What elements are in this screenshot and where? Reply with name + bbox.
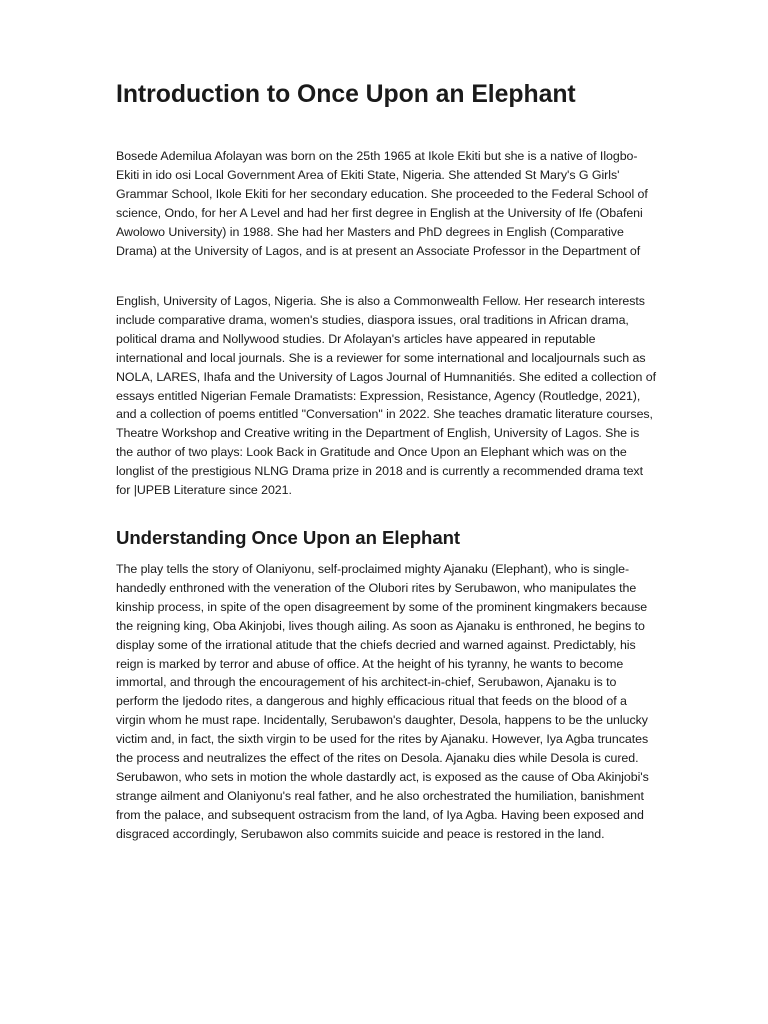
heading-introduction: Introduction to Once Upon an Elephant	[116, 81, 576, 108]
paragraph-biography-2: English, University of Lagos, Nigeria. She is also a Commonwealth Fellow. Her research interests include comparative drama, women's studies, diaspora issues, oral traditions in African drama, political drama and Nollywood studies. Dr Afolayan's articles have appeared in reputable international and local journals. She is a reviewer for some international and localjournals such as NOLA, LARES, Ihafa and the University of Lagos Journal of Humnanitiés. She edited a collection of essays entitled Nigerian Female Dramatists: Expression, Resistance, Agency (Routledge, 2021), and a collection of poems entitled "Conversation" in 2022. She teaches dramatic literature courses, Theatre Workshop and Creative writing in the Department of English, University of Lagos. She is the author of two plays: Look Back in Gratitude and Once Upon an Elephant which was on the longlist of the prestigious NLNG Drama prize in 2018 and is currently a recommended drama text for |UPEB Literature since 2021.	[116, 294, 656, 498]
paragraph-synopsis: The play tells the story of Olaniyonu, self-proclaimed mighty Ajanaku (Elephant), who is single-handedly enthroned with the veneration of the Olubori rites by Serubawon, who manipulates the kinship process, in spite of the open disagreement by some of the prominent kingmakers because the reigning king, Oba Akinjobi, lives though ailing. As soon as Ajanaku is enthroned, he begins to display some of the irrational atitude that the chiefs decried and warned against. Predictably, his reign is marked by terror and abuse of office. At the height of his tyranny, he wants to become immortal, and through the encouragement of his architect-in-chief, Serubawon, Ajanaku is to perform the Ijedodo rites, a dangerous and highly efficacious ritual that feeds on the blood of a virgin whom he must rape. Incidentally, Serubawon's daughter, Desola, happens to be the unlucky victim and, in fact, the sixth virgin to be used for the rites by Ajanaku. However, Iya Agba truncates the process and neutralizes the effect of the rites on Desola. Ajanaku dies while Desola is cured. Serubawon, who sets in motion the whole dastardly act, is exposed as the cause of Oba Akinjobi's strange ailment and Olaniyonu's real father, and he also orchestrated the humiliation, banishment from the palace, and subsequent ostracism from the land, of Iya Agba. Having been exposed and disgraced accordingly, Serubawon also commits suicide and peace is restored in the land.	[116, 562, 649, 841]
heading-understanding: Understanding Once Upon an Elephant	[116, 527, 461, 548]
paragraph-biography-1: Bosede Ademilua Afolayan was born on the 25th 1965 at Ikole Ekiti but she is a native of Ilogbo-Ekiti in ido osi Local Government Area of Ekiti State, Nigeria. She attended St Mary's G Girls' Grammar School, Ikole Ekiti for her secondary education. She proceeded to the Federal School of science, Ondo, for her A Level and had her first degree in English at the University of Ife (Obafeni Awolowo University) in 1988. She had her Masters and PhD degrees in English (Comparative Drama) at the University of Lagos, and is at present an Associate Professor in the Department of	[116, 149, 648, 258]
